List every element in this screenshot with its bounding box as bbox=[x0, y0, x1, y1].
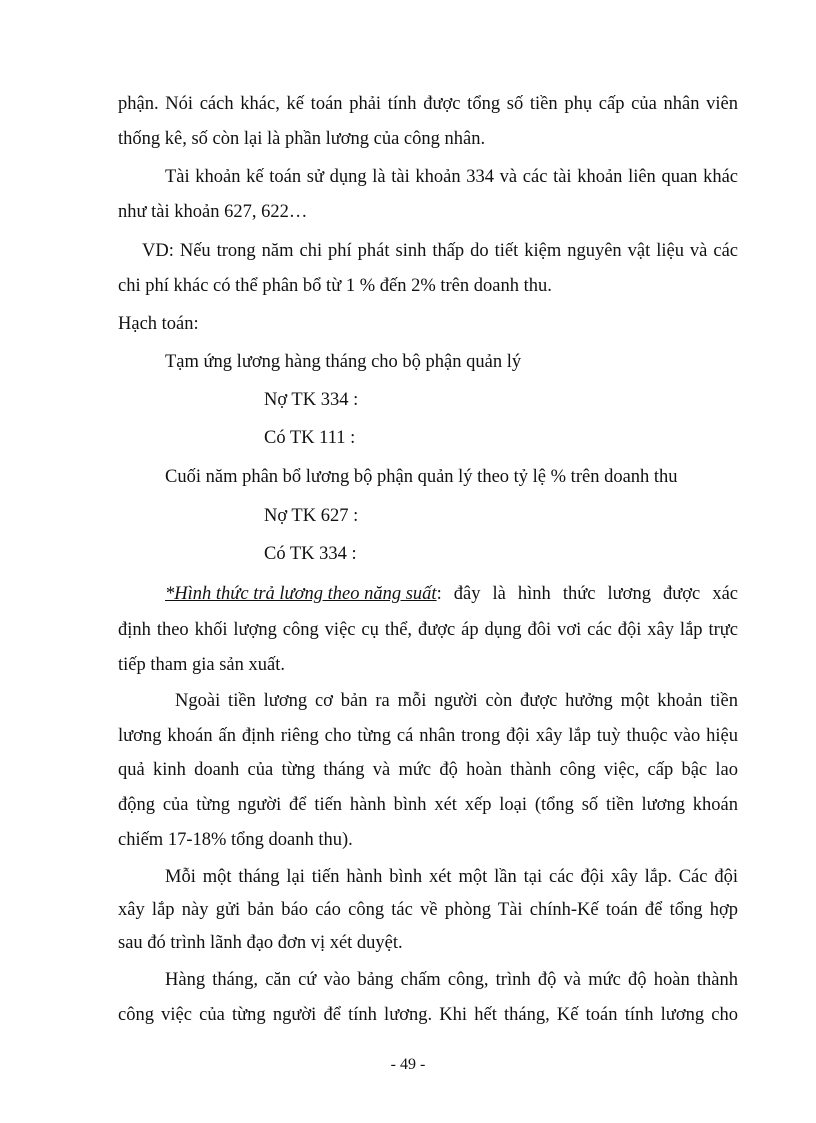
heading-continuation: : đây là hình thức lương được xác bbox=[436, 584, 738, 604]
text-line: Cuối năm phân bổ lương bộ phận quản lý theo tỷ lệ % trên doanh thu bbox=[165, 467, 678, 487]
text-line: Có TK 334 : bbox=[264, 544, 357, 564]
text-line: phận. Nói cách khác, kế toán phải tính được tổng số tiền phụ cấp của nhân viên bbox=[118, 94, 738, 114]
section-heading: *Hình thức trả lương theo năng suất bbox=[165, 584, 437, 604]
text-line: Tạm ứng lương hàng tháng cho bộ phận quản lý bbox=[165, 352, 522, 372]
text-line: Hạch toán: bbox=[118, 314, 199, 334]
text-line: quả kinh doanh của từng tháng và mức độ hoàn thành công việc, cấp bậc lao bbox=[118, 760, 738, 780]
text-line: như tài khoản 627, 622… bbox=[118, 202, 308, 222]
text-line: định theo khối lượng công việc cụ thể, được áp dụng đôi vơi các đội xây lắp trực bbox=[118, 620, 738, 640]
text-line: Nợ TK 627 : bbox=[264, 506, 359, 526]
text-line: chi phí khác có thể phân bổ từ 1 % đến 2% trên doanh thu. bbox=[118, 276, 552, 296]
text-line: chiếm 17-18% tổng doanh thu). bbox=[118, 830, 353, 850]
page-number: - 49 - bbox=[390, 1056, 426, 1073]
text-line: xây lắp này gửi bản báo cáo công tác về phòng Tài chính-Kế toán để tổng hợp bbox=[118, 900, 738, 920]
text-line: lương khoán ấn định riêng cho từng cá nhân trong đội xây lắp tuỳ thuộc vào hiệu bbox=[118, 726, 738, 746]
text-line: Tài khoản kế toán sử dụng là tài khoản 334 và các tài khoản liên quan khác bbox=[165, 167, 738, 187]
text-line: VD: Nếu trong năm chi phí phát sinh thấp do tiết kiệm nguyên vật liệu và các bbox=[142, 241, 738, 261]
text-line: Nợ TK 334 : bbox=[264, 390, 359, 410]
text-line: sau đó trình lãnh đạo đơn vị xét duyệt. bbox=[118, 933, 403, 953]
text-line: thống kê, số còn lại là phần lương của công nhân. bbox=[118, 129, 486, 149]
text-line: Mỗi một tháng lại tiến hành bình xét một lần tại các đội xây lắp. Các đội bbox=[165, 867, 738, 887]
text-line bbox=[165, 583, 738, 605]
text-line: động của từng người để tiến hành bình xét xếp loại (tổng số tiền lương khoán bbox=[118, 795, 738, 815]
text-line: tiếp tham gia sản xuất. bbox=[118, 655, 285, 675]
text-line: công việc của từng người để tính lương. Khi hết tháng, Kế toán tính lương cho bbox=[118, 1005, 738, 1025]
text-line: Hàng tháng, căn cứ vào bảng chấm công, trình độ và mức độ hoàn thành bbox=[165, 970, 738, 990]
text-line: Ngoài tiền lương cơ bản ra mỗi người còn được hưởng một khoản tiền bbox=[175, 691, 738, 711]
text-line: Có TK 111 : bbox=[264, 428, 356, 448]
